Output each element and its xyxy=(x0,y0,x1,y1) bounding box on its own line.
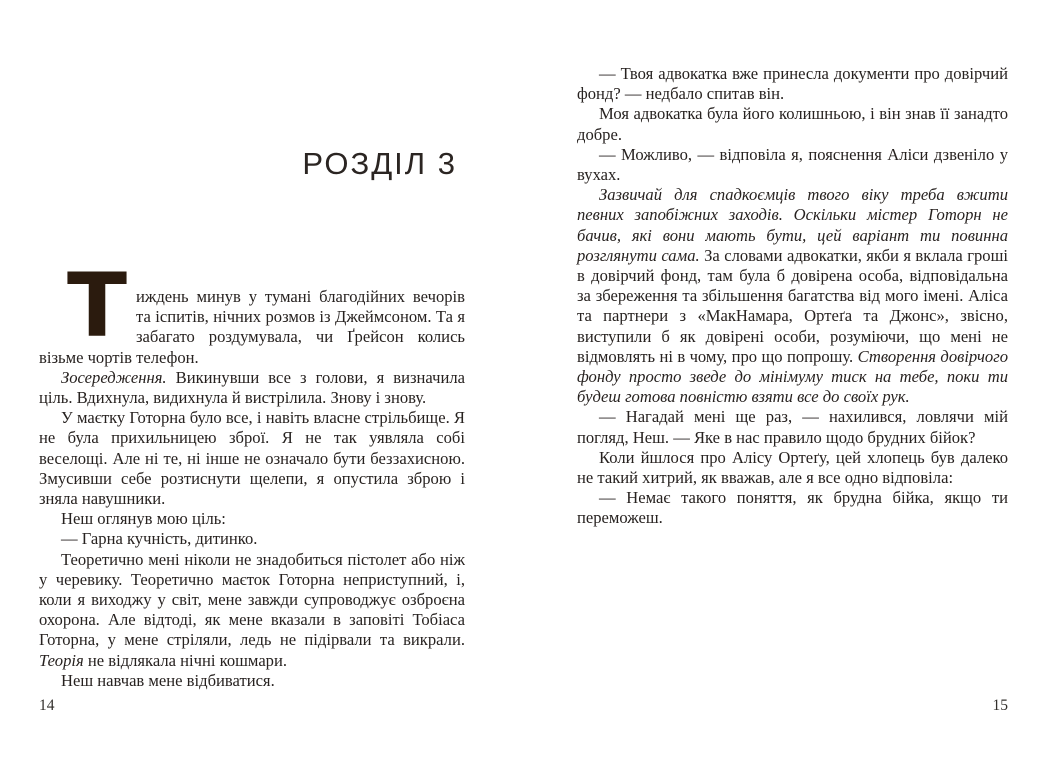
paragraph xyxy=(39,408,465,509)
text-run: Неш оглянув мою ціль: xyxy=(61,509,226,529)
paragraph xyxy=(39,287,465,368)
right-page xyxy=(525,0,1050,761)
paragraph xyxy=(577,185,1008,407)
right-page-text-column xyxy=(577,64,1008,529)
text-run: За словами адвокатки, якби я вклала гроші в довірчий фонд, там була б довірена особа, відповідальна за збереження та збільшення багатства від мого імені. Аліса та партнери з «МакНамара, Ортеґа та Джонс», звісно, виступили б як довірені особи, розуміючи, що мені не відмовлять ні в чому, про що попрошу. xyxy=(577,245,1008,366)
paragraph xyxy=(577,64,1008,104)
text-run: У маєтку Готорна було все, і навіть власне стрільбище. Я не була прихильницею зброї. Я не так уявляла собі веселощі. Але ні те, ні інше не означало бути беззахисною. Змусивши себе розтиснути щелепи, я опустила зброю і зняла навушники. xyxy=(39,408,465,509)
text-run: Зосередження. xyxy=(61,367,167,387)
paragraph xyxy=(577,145,1008,185)
drop-cap-letter: Т xyxy=(67,254,128,357)
paragraph xyxy=(39,550,465,671)
paragraph xyxy=(39,671,465,691)
paragraph xyxy=(39,529,465,549)
right-page-paragraphs xyxy=(577,64,1008,529)
text-run: — Твоя адвокатка вже принесла документи про довірчий фонд? — недбало спитав він. xyxy=(577,64,1008,104)
text-run: — Немає такого поняття, як брудна бійка, якщо ти переможеш. xyxy=(577,488,1008,528)
paragraph xyxy=(39,368,465,408)
paragraph xyxy=(577,448,1008,488)
text-run: Теоретично мені ніколи не знадобиться пістолет або ніж у черевику. Теоретично маєток Готорна неприступний, і, коли я виходжу у світ, мене завжди супроводжує озброєна охорона. Але відтоді, як мене вказали в заповіті Тобіаса Готорна, у мене стріляли, ледь не підірвали та викрали. xyxy=(39,549,465,650)
paragraph xyxy=(39,509,465,529)
text-run: — Нагадай мені ще раз, — нахилився, ловлячи мій погляд, Неш. — Яке в нас правило щодо брудних бійок? xyxy=(577,407,1008,447)
left-page-paragraphs xyxy=(39,287,465,691)
page-number-left: 14 xyxy=(39,697,55,714)
drop-cap-spacer xyxy=(39,287,136,328)
paragraph xyxy=(577,104,1008,144)
paragraph xyxy=(577,488,1008,528)
paragraph xyxy=(577,407,1008,447)
text-run: Моя адвокатка була його колишньою, і він знав її занадто добре. xyxy=(577,104,1008,144)
text-run: Коли йшлося про Алісу Ортеґу, цей хлопець був далеко не такий хитрий, як вважав, але я все одно відповіла: xyxy=(577,447,1008,488)
text-run: Створення довірчого фонду просто зведе до мінімуму тиск на тебе, поки ти будеш готова повністю взяти все до своїх рук. xyxy=(577,346,1008,407)
text-run: Зазвичай для спадкоємців твого віку треба вжити певних запобіжних заходів. Оскільки містер Готорн не бачив, які вони мають бути, цей варіант ти повинна розглянути сама. xyxy=(577,185,1008,265)
text-run: Теорія xyxy=(39,650,84,670)
left-page-text-column xyxy=(39,254,465,691)
text-run: — Можливо, — відповіла я, пояснення Аліси дзвеніло у вухах. xyxy=(577,144,1008,185)
page-number-right: 15 xyxy=(992,697,1008,714)
text-run: Викинувши все з голови, я визначила ціль. Вдихнула, видихнула й вистрілила. Знову і знову. xyxy=(39,367,465,408)
text-run: Неш навчав мене відбиватися. xyxy=(61,670,275,690)
text-run: иждень минув у тумані благодійних вечорів та іспитів, нічних розмов із Джеймсоном. Та я забагато роздумувала, чи Ґрейсон колись візьме чортів телефон. xyxy=(39,287,465,367)
text-run: — Гарна кучність, дитинко. xyxy=(61,529,258,549)
chapter-heading: РОЗДІЛ 3 xyxy=(302,146,457,181)
text-run: не відлякала нічні кошмари. xyxy=(83,650,288,670)
